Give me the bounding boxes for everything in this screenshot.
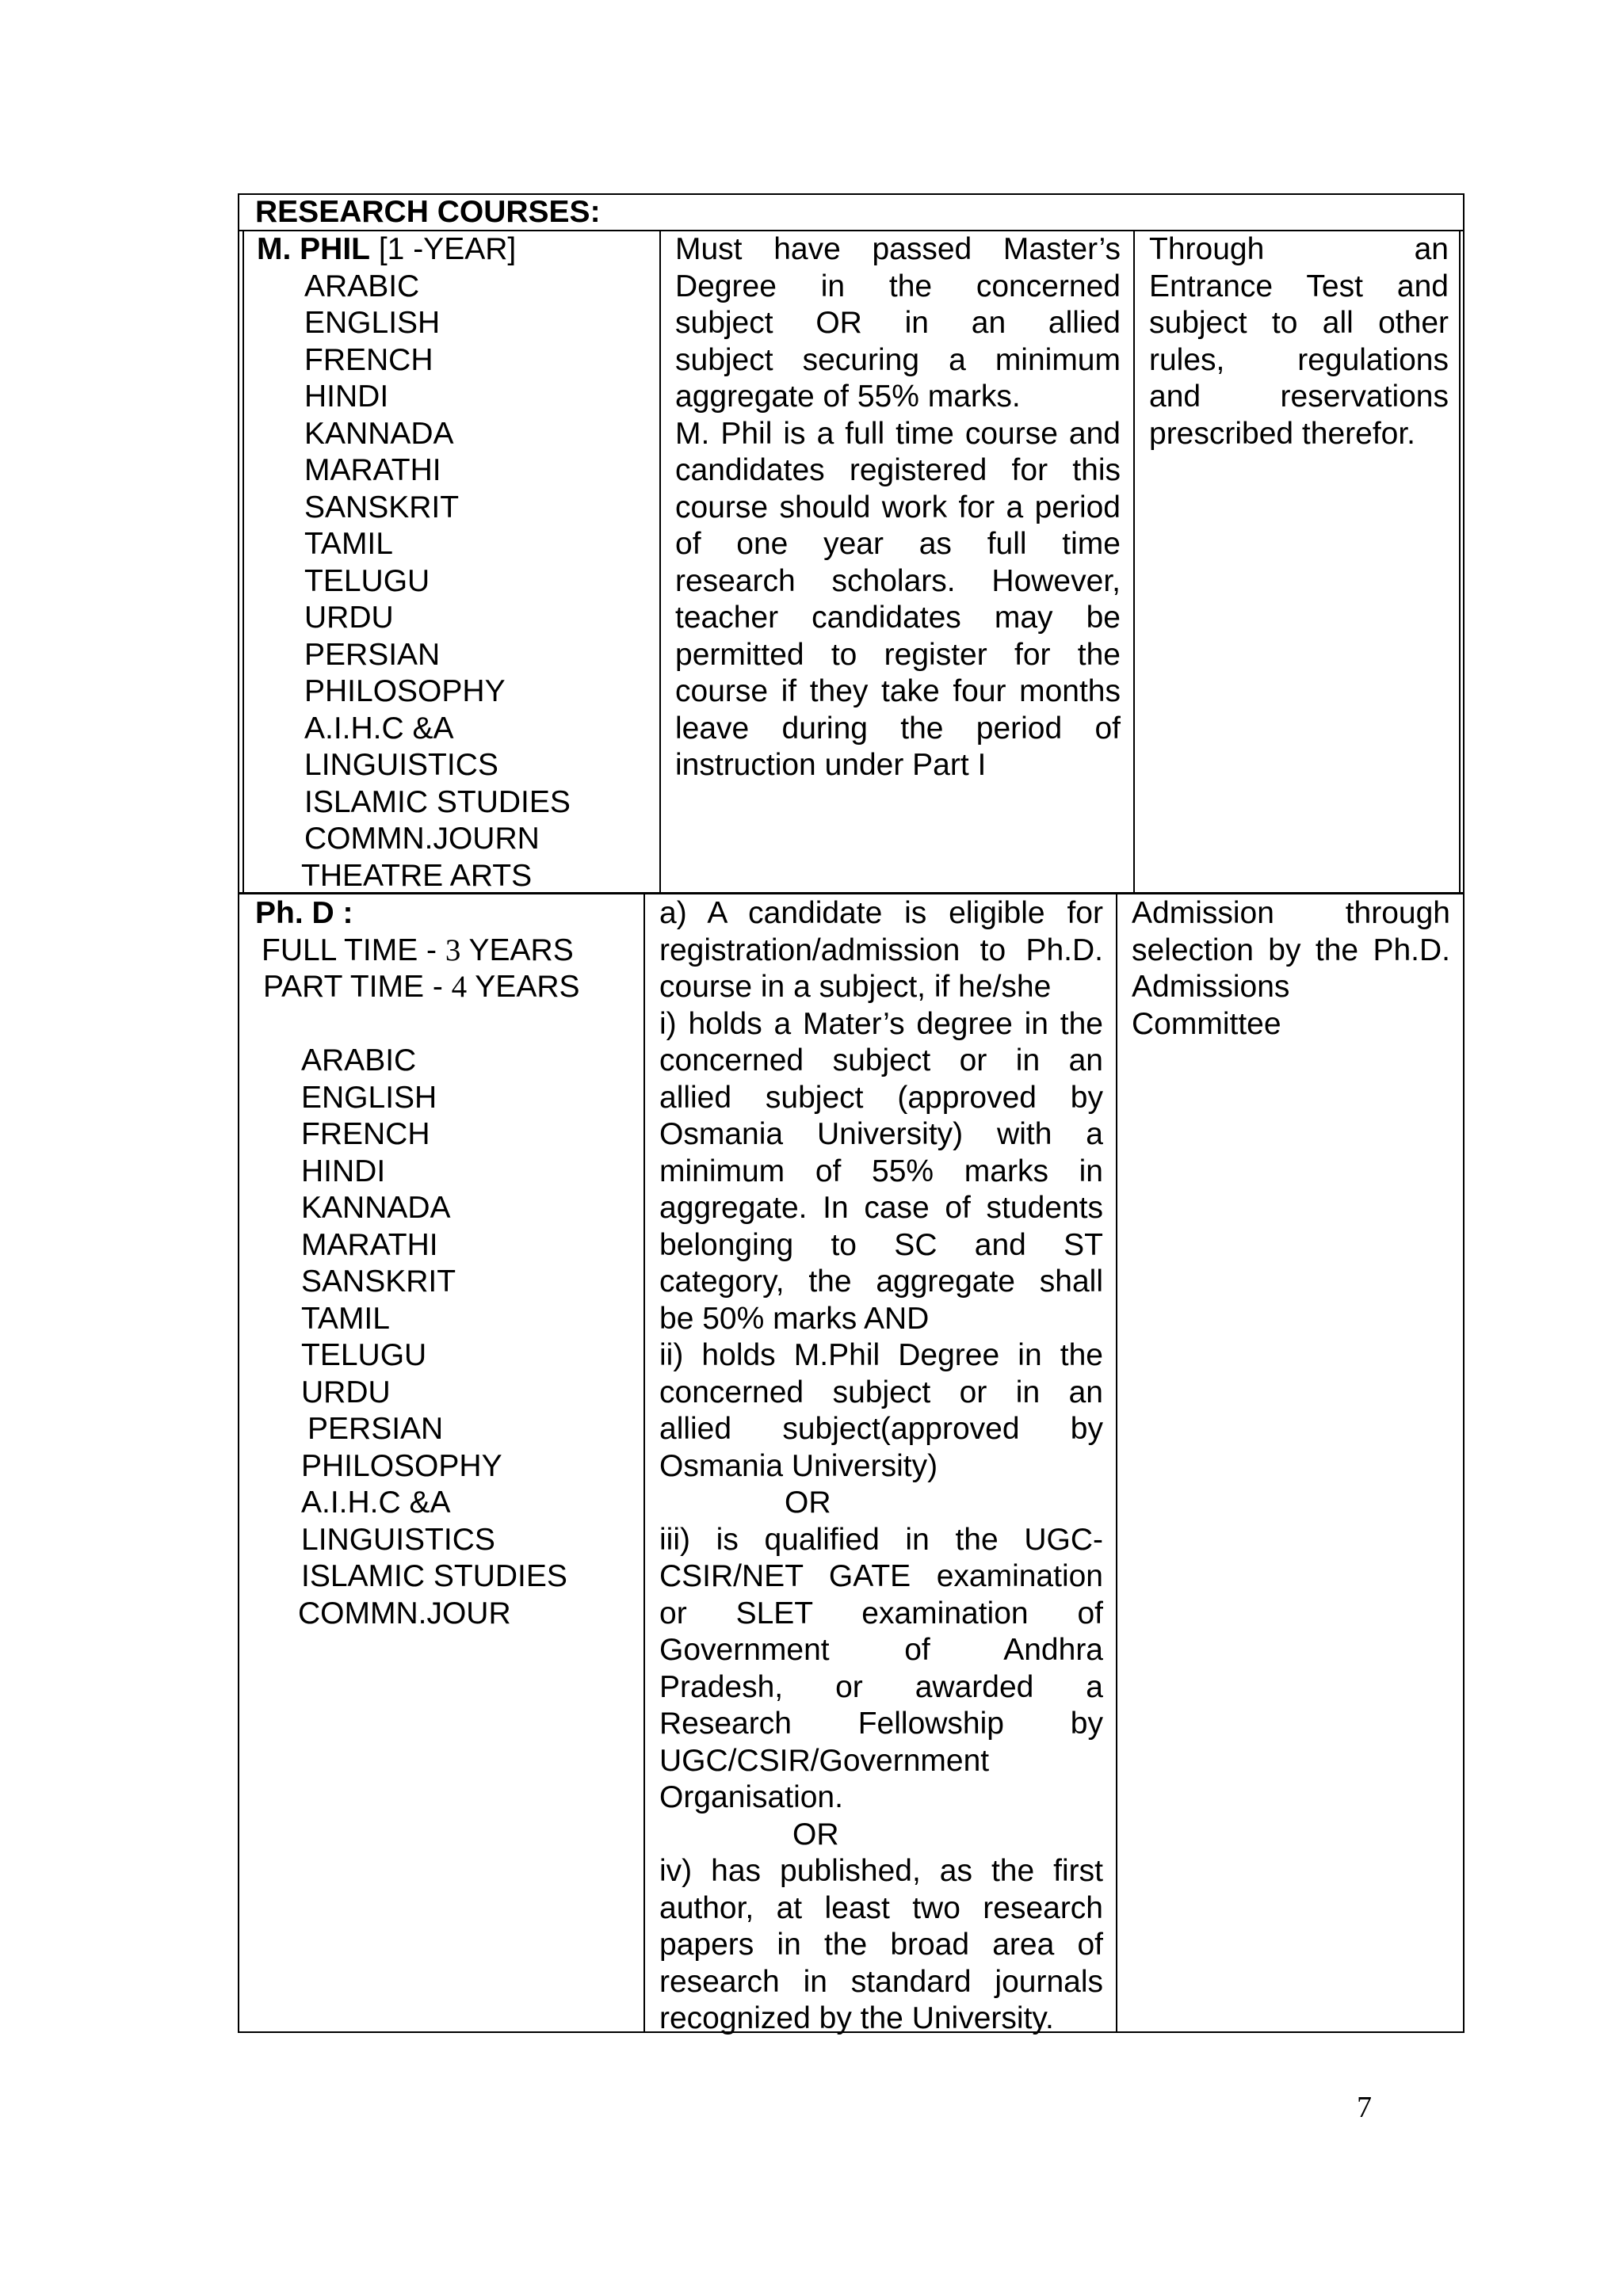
- phd-part-time: [263, 969, 580, 1006]
- phd-title: Ph. D :: [255, 896, 353, 930]
- text-line: candidates registered for this: [675, 453, 1121, 487]
- text-line: category, the aggregate shall: [659, 1264, 1103, 1299]
- text-line: Admissions: [1132, 970, 1290, 1004]
- mphil-eligibility: [675, 231, 1121, 784]
- text-line: Pradesh, or awarded a: [659, 1669, 1103, 1704]
- list-item: HINDI: [304, 379, 389, 414]
- text-line: and reservations: [1149, 379, 1449, 414]
- text-line: concerned subject or in an: [659, 1043, 1103, 1077]
- text-line: be 50% marks AND: [659, 1301, 930, 1336]
- list-item: URDU: [304, 601, 394, 635]
- text-line-or: OR: [792, 1817, 839, 1852]
- list-item: TELUGU: [301, 1338, 427, 1372]
- text-line: permitted to register for the: [675, 637, 1121, 672]
- table-border-right: [1463, 193, 1465, 2033]
- phd-full-time: [262, 933, 574, 970]
- text-line: Through an: [1149, 232, 1449, 266]
- text-line: CSIR/NET GATE examination: [659, 1559, 1103, 1593]
- text-line: course should work for a period: [675, 490, 1121, 524]
- list-item: FRENCH: [301, 1117, 430, 1151]
- text-line: subject OR in an allied: [675, 306, 1121, 340]
- text-line: prescribed therefor.: [1149, 416, 1416, 451]
- text-line: Organisation.: [659, 1780, 843, 1814]
- text-line: belonging to SC and ST: [659, 1227, 1103, 1262]
- list-item: A.I.H.C &A: [301, 1486, 451, 1520]
- text-line: iii) is qualified in the UGC-: [659, 1522, 1103, 1557]
- list-item: LINGUISTICS: [301, 1522, 495, 1557]
- list-item: LINGUISTICS: [304, 748, 498, 782]
- text-line: iv) has published, as the first: [659, 1854, 1103, 1888]
- phd-admission: [1132, 895, 1450, 1043]
- text-line: leave during the period of: [675, 711, 1121, 746]
- text-line: course if they take four months: [675, 674, 1121, 708]
- text-line: registration/admission to Ph.D.: [659, 933, 1103, 967]
- list-item: A.I.H.C &A: [304, 711, 454, 746]
- text-line: Government of Andhra: [659, 1633, 1103, 1667]
- list-item: ISLAMIC STUDIES: [304, 784, 571, 819]
- text-line: Entrance Test and: [1149, 269, 1449, 303]
- list-item: ENGLISH: [304, 306, 441, 340]
- phd-subject-list: [298, 1043, 567, 1632]
- list-item: PERSIAN: [307, 1412, 444, 1446]
- text-line: author, at least two research: [659, 1890, 1103, 1925]
- list-item: URDU: [301, 1375, 391, 1409]
- full-time-unit: YEARS: [460, 933, 574, 967]
- text-line: research scholars. However,: [675, 563, 1121, 598]
- mphil-title: [257, 231, 516, 269]
- list-item: THEATRE ARTS: [301, 858, 533, 893]
- list-item: MARATHI: [301, 1227, 438, 1262]
- page-number: 7: [1357, 2091, 1372, 2124]
- text-line: Degree in the concerned: [675, 269, 1121, 303]
- text-line: course in a subject, if he/she: [659, 970, 1052, 1004]
- text-line: or SLET examination of: [659, 1596, 1103, 1630]
- phd-col-divider-2: [1116, 894, 1117, 2032]
- list-item: PERSIAN: [304, 637, 441, 672]
- mphil-admission: [1149, 231, 1449, 452]
- list-item: HINDI: [301, 1154, 386, 1188]
- text-line: subject to all other: [1149, 306, 1449, 340]
- text-line: Must have passed Master’s: [675, 232, 1121, 266]
- part-time-unit: YEARS: [467, 970, 580, 1004]
- list-item: COMMN.JOUR: [298, 1596, 511, 1630]
- mphil-col-divider-2: [1133, 230, 1135, 894]
- list-item: FRENCH: [304, 342, 433, 377]
- text-line: Admission through: [1132, 896, 1450, 930]
- text-line: Research Fellowship by: [659, 1707, 1103, 1741]
- list-item: PHILOSOPHY: [301, 1448, 502, 1483]
- text-line: aggregate. In case of students: [659, 1191, 1103, 1225]
- text-line: instruction under Part I: [675, 748, 987, 782]
- mphil-title-bold: M. PHIL: [257, 232, 370, 266]
- text-line: i) holds a Mater’s degree in the: [659, 1006, 1103, 1041]
- list-item: TAMIL: [301, 1301, 390, 1336]
- list-item: SANSKRIT: [304, 490, 460, 524]
- text-line: Osmania University): [659, 1448, 938, 1483]
- text-line: UGC/CSIR/Government: [659, 1743, 990, 1778]
- phd-eligibility: [659, 895, 1103, 2038]
- mphil-inner-left: [242, 230, 244, 894]
- list-item: KANNADA: [304, 416, 454, 451]
- table-header-title: RESEARCH COURSES:: [255, 195, 601, 229]
- part-time-label: PART TIME -: [263, 970, 452, 1004]
- list-item: ARABIC: [301, 1043, 417, 1077]
- full-time-label: FULL TIME -: [262, 933, 445, 967]
- part-time-number: 4: [451, 970, 468, 1004]
- text-line: allied subject(approved by: [659, 1412, 1103, 1446]
- text-line: of one year as full time: [675, 527, 1121, 561]
- text-line: papers in the broad area of: [659, 1928, 1103, 1962]
- text-line-or: OR: [785, 1486, 831, 1520]
- list-item: TAMIL: [304, 527, 393, 561]
- text-line: recognized by the University.: [659, 2001, 1054, 2035]
- text-line: teacher candidates may be: [675, 601, 1121, 635]
- list-item: ISLAMIC STUDIES: [301, 1559, 567, 1593]
- table-border-left: [238, 193, 239, 2033]
- text-line: ii) holds M.Phil Degree in the: [659, 1338, 1103, 1372]
- mphil-title-rest: [1 -YEAR]: [370, 232, 517, 266]
- mphil-col-divider-1: [659, 230, 661, 894]
- list-item: ENGLISH: [301, 1080, 437, 1115]
- text-line: minimum of 55% marks in: [659, 1154, 1103, 1188]
- list-item: PHILOSOPHY: [304, 674, 506, 708]
- text-line: selection by the Ph.D.: [1132, 933, 1450, 967]
- text-line: Committee: [1132, 1006, 1281, 1041]
- text-line: subject securing a minimum: [675, 342, 1121, 377]
- list-item: COMMN.JOURN: [304, 822, 540, 856]
- list-item: MARATHI: [304, 453, 441, 487]
- full-time-number: 3: [445, 933, 461, 967]
- text-line: Osmania University) with a: [659, 1117, 1103, 1151]
- list-item: KANNADA: [301, 1191, 451, 1225]
- phd-col-divider-1: [643, 894, 645, 2032]
- text-line: concerned subject or in an: [659, 1375, 1103, 1409]
- text-line: rules, regulations: [1149, 342, 1449, 377]
- list-item: ARABIC: [304, 269, 420, 303]
- mphil-inner-right: [1459, 230, 1461, 894]
- text-line: allied subject (approved by: [659, 1080, 1103, 1115]
- text-line: aggregate of 55% marks.: [675, 379, 1021, 414]
- mphil-subject-list: [301, 269, 571, 895]
- text-line: M. Phil is a full time course and: [675, 416, 1121, 451]
- text-line: a) A candidate is eligible for: [659, 896, 1103, 930]
- list-item: TELUGU: [304, 563, 430, 598]
- list-item: SANSKRIT: [301, 1264, 456, 1299]
- text-line: research in standard journals: [659, 1964, 1103, 1999]
